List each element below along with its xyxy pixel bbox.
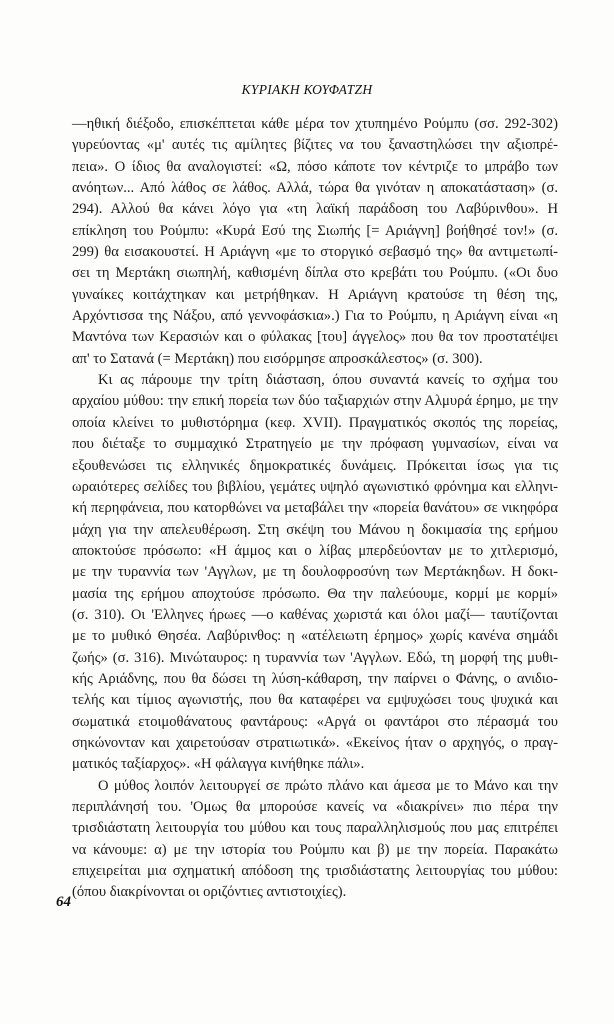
text-line: σει τη Μερτάκη σιωπηλή, καθισμένη δίπλα στο κρεβάτι του Ρούμπυ. («Οι δυο (72, 265, 558, 282)
text-line: Μαντόνα των Κερασιών και ο φύλακας [του] άγγελος» που θα τον προστατέψει (72, 329, 558, 346)
running-head-author: ΚΥΡΙΑΚΗ ΚΟΥΦΑΤΖΗ (241, 82, 373, 97)
text-line: —ηθική διέξοδο, επισκέπτεται κάθε μέρα τον χτυπημένο Ρούμπυ (σσ. 292-302) (72, 116, 558, 132)
text-line: αρχαίου μύθου: την επική πορεία των δύο ταξιαρχιών στην Αλμυρά έρημο, με την (72, 393, 558, 410)
text-line: να κάνουμε: α) με την ιστορία του Ρούμπυ και β) με την πορεία. Παρακάτω (72, 841, 558, 858)
text-line: Κι ας πάρουμε την τρίτη διάσταση, όπου συναντά κανείς το σχήμα του (98, 372, 558, 389)
text-line: μάχη για την απελευθέρωση. Στη σκέψη του Μάνου η δοκιμασία της ερήμου (72, 521, 558, 538)
text-line: (όπου διακρίνονται οι οριζόντιες αντιστοιχίες). (72, 884, 347, 901)
text-line: τρισδιάστατη λειτουργία του μύθου και τους παραλληλισμούς που μας επιτρέπει (72, 820, 558, 837)
text-line: ματικός ταξίαρχος». «Η φάλαγγα κινήθηκε πάλι». (72, 756, 365, 773)
text-line: κής Αριάδνης, που θα δώσει τη λύση-κάθαρση, την παίρνει ο Φάνης, ο ανιδιο- (72, 670, 558, 687)
paragraph-3 (72, 776, 558, 904)
paragraph-1 (72, 114, 558, 370)
text-line: με την τυραννία των 'Αγγλων, με τη δουλοφροσύνη των Μερτάκηδων. Η δοκι- (72, 564, 558, 581)
text-line: σηκώνονταν και χαιρετούσαν στρατιωτικά». «Εκείνος ήταν ο αρχηγός, ο πραγ- (72, 734, 558, 751)
text-line: 294). Αλλού θα κάνει λόγο για «τη λαϊκή παράδοση του Λαβύρινθου». Η (72, 201, 558, 218)
text-line: ωραιότερες σελίδες του βιβλίου, γεμάτες υψηλό αγωνιστικό φρόνημα και ελληνι- (72, 478, 558, 495)
text-line: αποκτούσε πρόσωπο: «Η άμμος και ο λίβας μπερδεύονταν με το χιτλερισμό, (72, 542, 558, 559)
text-line: πεια». Ο ίδιος θα αναλογιστεί: «Ω, πόσο κάποτε τον κέντριζε το μπράβο των (72, 158, 558, 175)
text-line: (σ. 310). Οι 'Ελληνες ήρωες —ο καθένας χωριστά και όλοι μαζί— ταυτίζονται (72, 606, 558, 623)
text-line: ζωής» (σ. 316). Μινώταυρος: η τυραννία των 'Αγγλων. Εδώ, τη μορφή της μυθι- (72, 649, 558, 666)
text-line: που διέταξε το συμμαχικό Στρατηγείο με την πρόφαση γυμνασίων, είναι να (72, 436, 558, 453)
page-number: 64 (56, 894, 71, 910)
text-line: γυναίκες κοιτάχτηκαν και μετρήθηκαν. Η Αριάγνη κρατούσε τη θέση της, (72, 286, 558, 303)
text-line: επίκληση του Ρούμπυ: «Κυρά Εσύ της Σιωπής [= Αριάγνη] βοήθησέ τον!» (σ. (72, 222, 558, 239)
text-line: μασία της ερήμου αποχτούσε πρόσωπο. Θα την παλεύουμε, κορμί με κορμί» (72, 585, 558, 602)
text-line: επιχειρείται μια σχηματική απόδοση της τρισδιάστατης λειτουργίας του μύθου: (72, 863, 558, 880)
text-line: εξουθενώσει τις ελληνικές δημοκρατικές δυνάμεις. Πρόκειται ίσως για τις (72, 457, 558, 474)
text-line: οποία κλείνει το μυθιστόρημα (κεφ. XVII). Πραγματικός σκοπός της πορείας, (72, 414, 558, 431)
text-line: Ο μύθος λοιπόν λειτουργεί σε πρώτο πλάνο και άμεσα με το Μάνο και την (98, 777, 558, 794)
text-line: 299) θα εισακουστεί. Η Αριάγνη «με το στοργικό σεβασμό της» θα αντιμετωπί- (72, 244, 558, 261)
text-line: ανόητων... Από λάθος σε λάθος. Αλλά, τώρα θα γινόταν η αποκατάσταση» (σ. (72, 180, 558, 197)
text-line: περιπλάνησή του. 'Ομως θα μπορούσε κανείς να «διακρίνει» πιο πέρα την (72, 799, 558, 815)
text-line: σωματικά ετοιμοθάνατους φαντάρους: «Αργά οι φαντάροι στο πέρασμά του (72, 713, 558, 730)
text-line: Αρχόντισσα της Νάξου, από γεννοφάσκια».) Για το Ρούμπυ, η Αριάγνη είναι «η (72, 308, 558, 325)
paragraph-2 (72, 370, 558, 776)
text-line: γυρεύοντας «μ' αυτές τις αμίλητες βίζιτες να του ξαναστηλώσει την αξιοπρέ- (72, 137, 558, 154)
body-text (72, 114, 558, 904)
text-line: τελής και τίμιος αγωνιστής, που θα καταφέρει να εμψυχώσει τους ψυχικά και (72, 692, 558, 709)
text-line: κή περηφάνεια, που κατορθώνει να μεταβάλει την «πορεία θανάτου» σε νικηφόρα (72, 500, 558, 517)
text-line: απ' το Σατανά (= Μερτάκη) που εισόρμησε απροσκάλεστος» (σ. 300). (72, 350, 483, 367)
text-line: με το μυθικό Θησέα. Λαβύρινθος: η «ατέλειωτη έρημος» χωρίς κανένα σημάδι (72, 628, 558, 645)
